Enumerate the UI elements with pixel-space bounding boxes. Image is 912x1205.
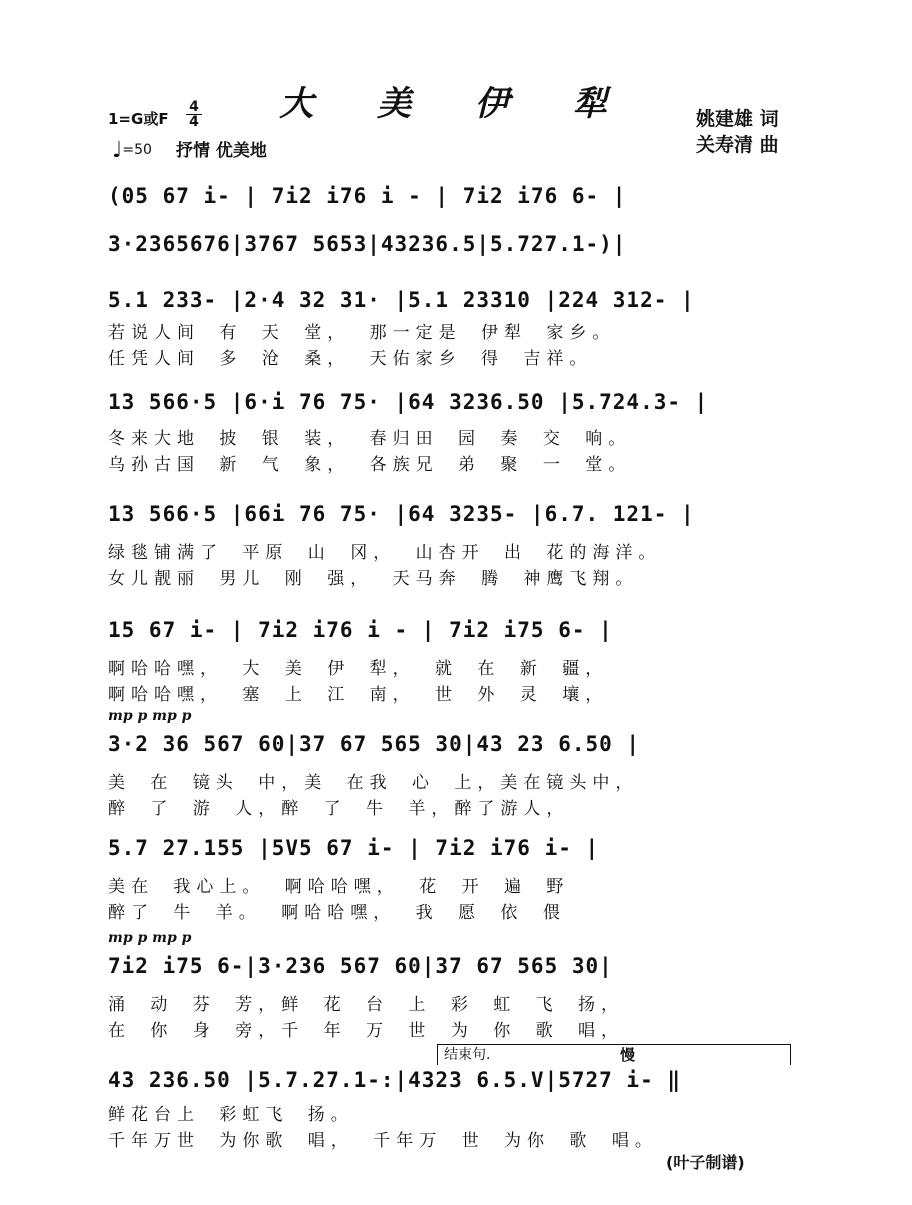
song-title: 大 美 伊 犁 <box>279 84 633 124</box>
meter-bottom: 4 <box>189 114 199 130</box>
score-line-7: 3·2 36 567 60|37 67 565 30|43 23 6.50 | <box>108 732 641 756</box>
quarter-note-icon: ♩ <box>112 138 123 163</box>
score-line-4: 13 566·5 |6·i 76 75· |64 3236.50 |5.724.3- | <box>108 390 709 414</box>
transcriber-credit: (叶子制谱) <box>666 1153 745 1172</box>
lyrics-line-9b: 在 你 身 旁，千 年 万 世 为 你 歌 唱， <box>108 1021 625 1041</box>
lyrics-line-6a: 啊哈哈嘿， 大 美 伊 犁， 就 在 新 疆， <box>108 659 609 679</box>
score-line-5: 13 566·5 |66i 76 75· |64 3235- |6.7. 121- | <box>108 502 695 526</box>
lyricist-credit: 姚建雄 词 <box>696 108 779 130</box>
meter-top: 4 <box>189 99 199 115</box>
tempo-mark <box>112 138 152 163</box>
time-signature <box>186 100 202 129</box>
composer-credit: 关寿清 曲 <box>696 134 779 156</box>
tempo-value: =50 <box>122 142 152 158</box>
score-line-2: 3·2365676|3767 5653|43236.5|5.727.1-)| <box>108 232 627 256</box>
lyrics-line-9a: 涌 动 芬 芳，鲜 花 台 上 彩 虹 飞 扬， <box>108 995 625 1015</box>
slow-mark: 慢 <box>620 1046 636 1064</box>
lyrics-line-4b: 乌孙古国 新 气 象， 各族兄 弟 聚 一 堂。 <box>108 455 632 475</box>
score-line-1: (05 67 i- | 7i2 i76 i - | 7i2 i76 6- | <box>108 184 627 208</box>
dynamics-line-7: mp p mp p <box>108 708 192 724</box>
lyrics-line-5a: 绿毯铺满了 平原 山 冈， 山杏开 出 花的海洋。 <box>108 543 662 563</box>
lyrics-line-7a: 美 在 镜头 中，美 在我 心 上，美在镜头中， <box>108 773 639 793</box>
lyrics-line-7b: 醉 了 游 人，醉 了 牛 羊，醉了游人， <box>108 799 570 819</box>
score-line-9: 7i2 i75 6-|3·236 567 60|37 67 565 30| <box>108 954 613 978</box>
lyrics-line-6b: 啊哈哈嘿， 塞 上 江 南， 世 外 灵 壤， <box>108 685 609 705</box>
score-line-3: 5.1 233- |2·4 32 31· |5.1 23310 |224 312- | <box>108 288 695 312</box>
lyrics-line-8a: 美在 我心上。 啊哈哈嘿， 花 开 遍 野 <box>108 877 570 897</box>
lyrics-line-4a: 冬来大地 披 银 装， 春归田 园 奏 交 响。 <box>108 429 632 449</box>
lyrics-line-10a: 鲜花台上 彩虹飞 扬。 <box>108 1105 354 1125</box>
dynamics-line-9: mp p mp p <box>108 930 192 946</box>
score-line-6: 15 67 i- | 7i2 i76 i - | 7i2 i75 6- | <box>108 618 613 642</box>
expression-mark: 抒情 优美地 <box>176 141 267 161</box>
score-line-8: 5.7 27.155 |5V5 67 i- | 7i2 i76 i- | <box>108 836 600 860</box>
ending-label: 结束句. <box>444 1047 491 1063</box>
lyrics-line-8b: 醉了 牛 羊。 啊哈哈嘿， 我 愿 依 偎 <box>108 903 566 923</box>
lyrics-line-10b: 千年万世 为你歌 唱， 千年万 世 为你 歌 唱。 <box>108 1131 658 1151</box>
lyrics-line-3b: 任凭人间 多 沧 桑， 天佑家乡 得 吉祥。 <box>108 349 593 369</box>
key-signature: 1=G或F <box>108 110 169 128</box>
lyrics-line-3a: 若说人间 有 天 堂， 那一定是 伊犁 家乡。 <box>108 323 616 343</box>
score-line-10: 43 236.50 |5.7.27.1-:|4323 6.5.V|5727 i- ‖ <box>108 1068 682 1092</box>
lyrics-line-5b: 女儿靓丽 男儿 刚 强， 天马奔 腾 神鹰飞翔。 <box>108 569 639 589</box>
